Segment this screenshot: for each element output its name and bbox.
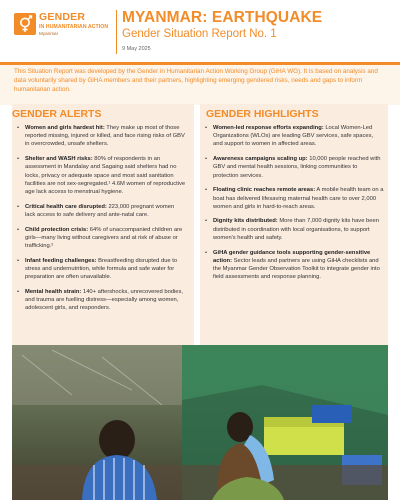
report-title: MYANMAR: EARTHQUAKE bbox=[122, 9, 323, 26]
item-text: They make up most of those reported missing, injured or killed, and face rising risks of GBV in overcrowded, unsafe shelters. bbox=[25, 125, 185, 148]
report-subtitle: Gender Situation Report No. 1 bbox=[122, 28, 277, 40]
item-title: Women and girls hardest hit: bbox=[25, 125, 105, 131]
item-title: Women-led response efforts expanding: bbox=[213, 125, 324, 131]
item-title: Child protection crisis: bbox=[25, 226, 89, 233]
item-text: 64% of unaccompanied children are girls—many living without caregivers and at risk of abuse or trafficking.² bbox=[25, 226, 183, 250]
item-title: Dignity kits distributed: bbox=[213, 218, 278, 225]
list-item bbox=[20, 155, 186, 196]
list-item bbox=[20, 124, 186, 149]
org-name-line2: IN HUMANITARIAN ACTION bbox=[39, 23, 109, 30]
alerts-list bbox=[20, 124, 186, 319]
alerts-heading: GENDER ALERTS bbox=[12, 108, 102, 120]
item-title: Mental health strain: bbox=[25, 289, 82, 295]
item-text: A mobile health team on a boat has delivered lifesaving maternal health care to over 2,000 women and girls in hard-to-reach areas. bbox=[213, 187, 384, 210]
list-item bbox=[20, 288, 186, 313]
org-logo-text bbox=[39, 12, 119, 36]
item-title: Infant feeding challenges: bbox=[25, 257, 97, 264]
list-item bbox=[20, 226, 186, 251]
item-text: 223,000 pregnant women lack access to safe delivery and ante-natal care. bbox=[25, 203, 175, 218]
item-text: 140+ aftershocks, unrecovered bodies, and trauma are fuelling distress—especially among women, adolescent girls, and responders. bbox=[25, 289, 184, 312]
item-text: 10,000 people reached with GBV and mental health sessions, linking communities to protection services. bbox=[213, 156, 381, 179]
item-text: Local Women-Led Organizations (WLOs) are leading GBV services, safe spaces, and support to women in affected areas. bbox=[213, 125, 374, 148]
list-item bbox=[208, 155, 384, 180]
item-title: Awareness campaigns scaling up: bbox=[213, 156, 308, 163]
highlights-list bbox=[208, 124, 384, 288]
list-item bbox=[208, 217, 384, 242]
list-item bbox=[208, 124, 384, 149]
item-text: 80% of respondents in an assessment in Mandalay and Sagaing said shelters had no locks, privacy or adequate space and most said sanitation facilities are not sex-segregated.¹ 4.6M women of reproductive age lack access to menstrual hygiene. bbox=[25, 156, 186, 196]
highlights-heading: GENDER HIGHLIGHTS bbox=[206, 108, 319, 120]
item-text: Breastfeeding disrupted due to stress and undernutrition, while formula and safe water for preparation are often unavailable. bbox=[25, 257, 178, 281]
field-photo-illustration bbox=[12, 345, 388, 500]
header-divider bbox=[116, 10, 117, 54]
item-title: GiHA gender guidance tools supporting gender-sensitive action: bbox=[213, 249, 371, 264]
item-title: Critical health care disrupted: bbox=[25, 203, 107, 210]
item-text: More than 7,000 dignity kits have been distributed in coordination with local organisations, to support women's health and safety. bbox=[213, 218, 379, 241]
list-item bbox=[20, 257, 186, 282]
gender-symbol-icon bbox=[14, 13, 36, 35]
item-title: Floating clinic reaches remote areas: bbox=[213, 187, 316, 194]
report-header bbox=[0, 0, 400, 62]
list-item bbox=[208, 249, 384, 282]
list-item bbox=[208, 186, 384, 211]
field-photo bbox=[12, 345, 388, 500]
item-text: Sector leads and partners are using GiHA checklists and the Myanmar Gender Observation Toolkit to integrate gender into field assessments and response planning. bbox=[213, 257, 380, 281]
org-name-line1: GENDER bbox=[39, 11, 86, 23]
item-title: Shelter and WASH risks: bbox=[25, 156, 93, 163]
intro-paragraph: This Situation Report was developed by the Gender in Humanitarian Action Working Group (GiHA WG). It is based on analysis and data voluntarily shared by GiHA members and their partners, highlighting emerging gendered risks, needs and gaps to inform humanitarian action. bbox=[14, 68, 378, 94]
org-country: Myanmar bbox=[39, 30, 59, 36]
list-item bbox=[20, 203, 186, 219]
report-date: 9 May 2025 bbox=[122, 46, 151, 52]
